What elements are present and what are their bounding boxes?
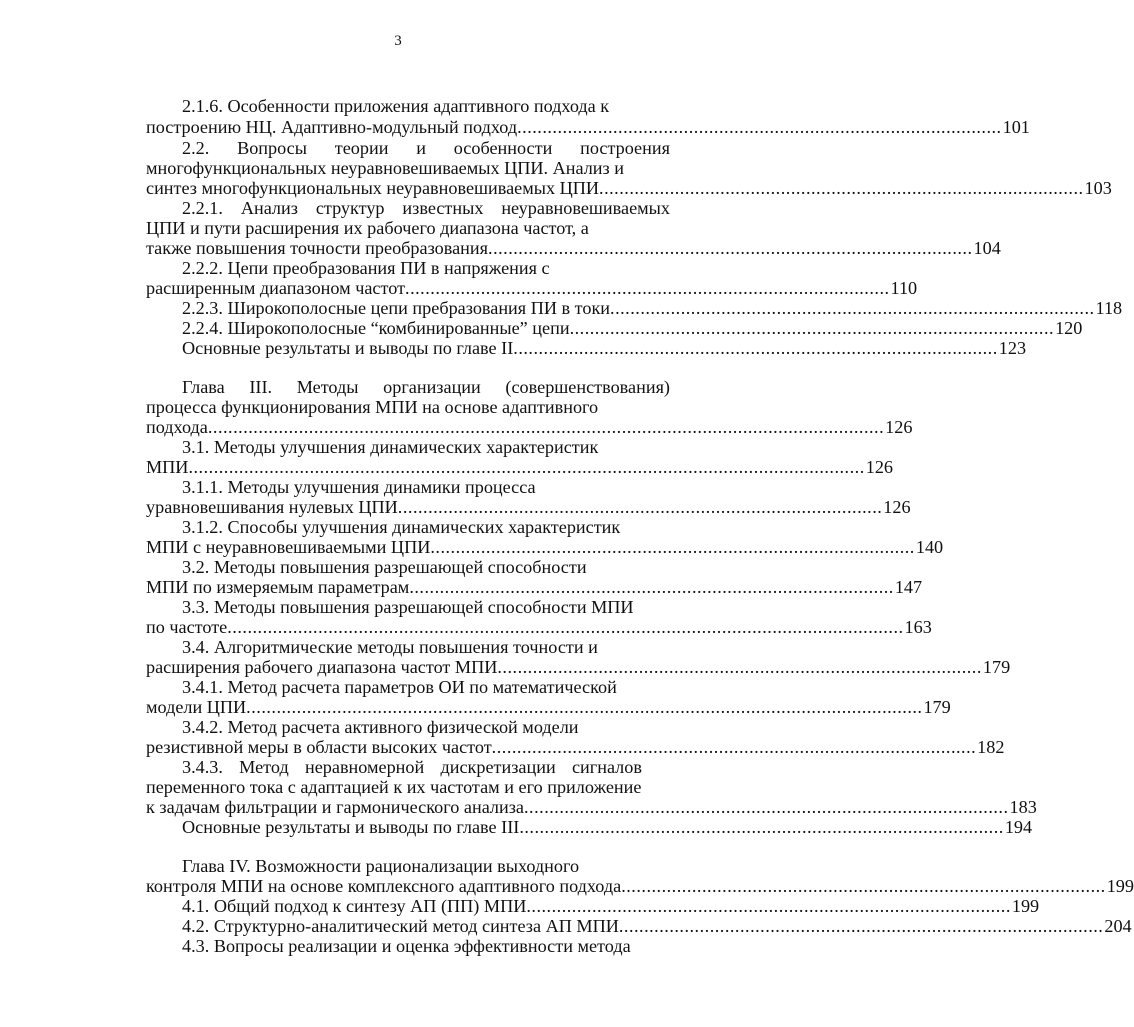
dot-leader: ................................................................................................	[524, 797, 1009, 817]
toc-line: 2.1.6. Особенности приложения адаптивного подхода к	[182, 96, 610, 116]
word: построения	[580, 138, 670, 158]
toc-entry-text: МПИ с неуравновешиваемыми ЦПИ	[146, 537, 431, 557]
word: Методы	[296, 377, 359, 397]
word: и	[416, 138, 426, 158]
word: известных	[402, 198, 484, 218]
dot-leader: ................................................................................................	[610, 298, 1095, 318]
toc-entry[interactable]	[146, 277, 918, 299]
toc-entry-text: 2.2.3. Широкополосные цепи пребразования ПИ в токи	[182, 298, 611, 318]
toc-page-number: 163	[904, 617, 932, 637]
toc-entry-text: расширенным диапазоном частот	[146, 278, 406, 298]
dot-leader: ......................................................................................................................................	[207, 417, 885, 437]
page-number: 3	[394, 33, 402, 49]
toc-entry-text: МПИ по измеряемым параметрам	[146, 577, 410, 597]
toc-entry[interactable]	[146, 496, 911, 518]
toc-page-number: 110	[890, 278, 918, 298]
toc-line-justified	[182, 137, 670, 159]
word: организации	[383, 377, 481, 397]
toc-line: 2.2.2. Цепи преобразования ПИ в напряжения с	[182, 258, 550, 278]
toc-line: многофункциональных неуравновешиваемых ЦПИ. Анализ и	[146, 158, 624, 178]
toc-entry[interactable]	[146, 576, 923, 598]
word: особенности	[453, 138, 553, 158]
toc-entry-text: модели ЦПИ	[146, 697, 247, 717]
toc-entry[interactable]	[182, 297, 1123, 319]
word: (совершенствования)	[505, 377, 670, 397]
toc-line: 3.2. Методы повышения разрешающей способности	[182, 557, 587, 577]
toc-entry-text: 4.1. Общий подход к синтезу АП (ПП) МПИ	[182, 896, 527, 916]
dot-leader: ................................................................................................	[491, 737, 977, 757]
toc-line: 4.3. Вопросы реализации и оценка эффективности метода	[182, 936, 631, 956]
toc-entry[interactable]	[146, 616, 932, 638]
word: сигналов	[571, 757, 642, 777]
toc-page-number: 126	[865, 457, 894, 477]
toc-line: переменного тока с адаптацией к их частотам и его приложение	[146, 777, 642, 797]
toc-entry[interactable]	[182, 895, 1040, 917]
toc-line: 3.1.2. Способы улучшения динамических характеристик	[182, 517, 621, 537]
word: 3.4.3.	[182, 757, 223, 777]
toc-entry-text: резистивной меры в области высоких частот	[146, 737, 492, 757]
toc-entry[interactable]	[146, 875, 1134, 897]
toc-page-number: 183	[1009, 797, 1037, 817]
toc-entry-text: также повышения точности преобразования	[146, 238, 489, 258]
toc-page-number: 103	[1084, 178, 1112, 198]
toc-page-number: 101	[1002, 117, 1030, 137]
dot-leader: ................................................................................................	[599, 178, 1084, 198]
dot-leader: ......................................................................................................................................	[246, 697, 923, 717]
toc-entry[interactable]	[182, 317, 1083, 339]
dot-leader: ......................................................................................................................................	[227, 617, 904, 637]
dot-leader: ................................................................................................	[397, 497, 883, 517]
toc-entry[interactable]	[182, 816, 1033, 838]
word: 2.2.	[182, 138, 210, 158]
toc-entry[interactable]	[146, 536, 944, 558]
toc-entry-text: Основные результаты и выводы по главе III	[182, 817, 520, 837]
toc-entry[interactable]	[146, 656, 1011, 678]
dot-leader: ................................................................................................	[513, 338, 998, 358]
dot-leader: ................................................................................................	[618, 916, 1104, 936]
toc-page-number: 126	[883, 497, 911, 517]
word: теории	[334, 138, 389, 158]
toc-page-number: 104	[973, 238, 1001, 258]
toc-entry-text: МПИ	[146, 457, 189, 477]
toc-page-number: 123	[998, 338, 1027, 358]
toc-line: 3.4.2. Метод расчета активного физической модели	[182, 717, 579, 737]
toc-entry[interactable]	[146, 177, 1112, 199]
toc-entry[interactable]	[146, 796, 1037, 818]
toc-page-number: 147	[894, 577, 923, 597]
toc-entry[interactable]	[182, 915, 1132, 937]
toc-page-number: 126	[885, 417, 913, 437]
toc-entry-text: уравновешивания нулевых ЦПИ	[146, 497, 398, 517]
toc-entry-text: 2.2.4. Широкополосные “комбинированные” цепи	[182, 318, 570, 338]
toc-entry[interactable]	[146, 696, 951, 718]
dot-leader: ................................................................................................	[519, 817, 1004, 837]
toc-entry-text: по частоте	[146, 617, 228, 637]
word: структур	[315, 198, 385, 218]
toc-line: 3.4.1. Метод расчета параметров ОИ по математической	[182, 677, 617, 697]
toc-line-justified	[182, 197, 670, 219]
toc-line: 3.1.1. Методы улучшения динамики процесса	[182, 477, 536, 497]
toc-line: ЦПИ и пути расширения их рабочего диапазона частот, а	[146, 218, 589, 238]
toc-page-number: 194	[1004, 817, 1033, 837]
toc-entry-text: расширения рабочего диапазона частот МПИ	[146, 657, 498, 677]
dot-leader: ................................................................................................	[405, 278, 890, 298]
toc-entry-text: 4.2. Структурно-аналитический метод синтеза АП МПИ	[182, 916, 619, 936]
word: Глава	[182, 377, 225, 397]
dot-leader: ................................................................................................	[430, 537, 915, 557]
toc-page-number: 204	[1104, 916, 1132, 936]
toc-entry[interactable]	[182, 337, 1027, 359]
toc-page-number: 199	[1106, 876, 1134, 896]
word: неравномерной	[304, 757, 425, 777]
toc-entry-text: контроля МПИ на основе комплексного адаптивного подхода	[146, 876, 622, 896]
toc-entry[interactable]	[146, 116, 1030, 138]
toc-entry-text: Основные результаты и выводы по главе II	[182, 338, 514, 358]
toc-entry-text: построению НЦ. Адаптивно-модульный подход	[146, 117, 518, 137]
toc-line: 3.3. Методы повышения разрешающей способности МПИ	[182, 597, 634, 617]
dot-leader: ......................................................................................................................................	[188, 457, 865, 477]
word: Метод	[239, 757, 289, 777]
toc-page-number: 179	[923, 697, 951, 717]
word: III.	[249, 377, 273, 397]
toc-page-number: 179	[982, 657, 1011, 677]
toc-line: Глава IV. Возможности рационализации выходного	[182, 856, 580, 876]
word: дискретизации	[440, 757, 556, 777]
word: 2.2.1.	[182, 198, 223, 218]
toc-line-justified	[182, 376, 670, 398]
toc-line: 3.4. Алгоритмические методы повышения точности и	[182, 637, 598, 657]
dot-leader: ................................................................................................	[621, 876, 1106, 896]
dot-leader: ................................................................................................	[569, 318, 1055, 338]
dot-leader: ................................................................................................	[497, 657, 982, 677]
toc-page-number: 120	[1055, 318, 1083, 338]
dot-leader: ................................................................................................	[517, 117, 1002, 137]
toc-page-number: 199	[1011, 896, 1040, 916]
word: Вопросы	[237, 138, 307, 158]
toc-entry-text: синтез многофункциональных неуравновешиваемых ЦПИ	[146, 178, 600, 198]
toc-entry-text: к задачам фильтрации и гармонического анализа	[146, 797, 524, 817]
dot-leader: ................................................................................................	[409, 577, 894, 597]
toc-entry[interactable]	[146, 416, 913, 438]
toc-page-number: 182	[977, 737, 1005, 757]
toc-line: 3.1. Методы улучшения динамических характеристик	[182, 437, 599, 457]
toc-entry[interactable]	[146, 237, 1001, 259]
toc-entry-text: подхода	[146, 417, 208, 437]
dot-leader: ................................................................................................	[488, 238, 973, 258]
toc-entry[interactable]	[146, 456, 894, 478]
word: неуравновешиваемых	[501, 198, 670, 218]
toc-line-justified	[182, 756, 642, 778]
dot-leader: ................................................................................................	[526, 896, 1011, 916]
toc-page-number: 118	[1095, 298, 1123, 318]
toc-entry[interactable]	[146, 736, 1005, 758]
toc-page-number: 140	[915, 537, 944, 557]
word: Анализ	[240, 198, 298, 218]
toc-line: процесса функционирования МПИ на основе адаптивного	[146, 397, 599, 417]
